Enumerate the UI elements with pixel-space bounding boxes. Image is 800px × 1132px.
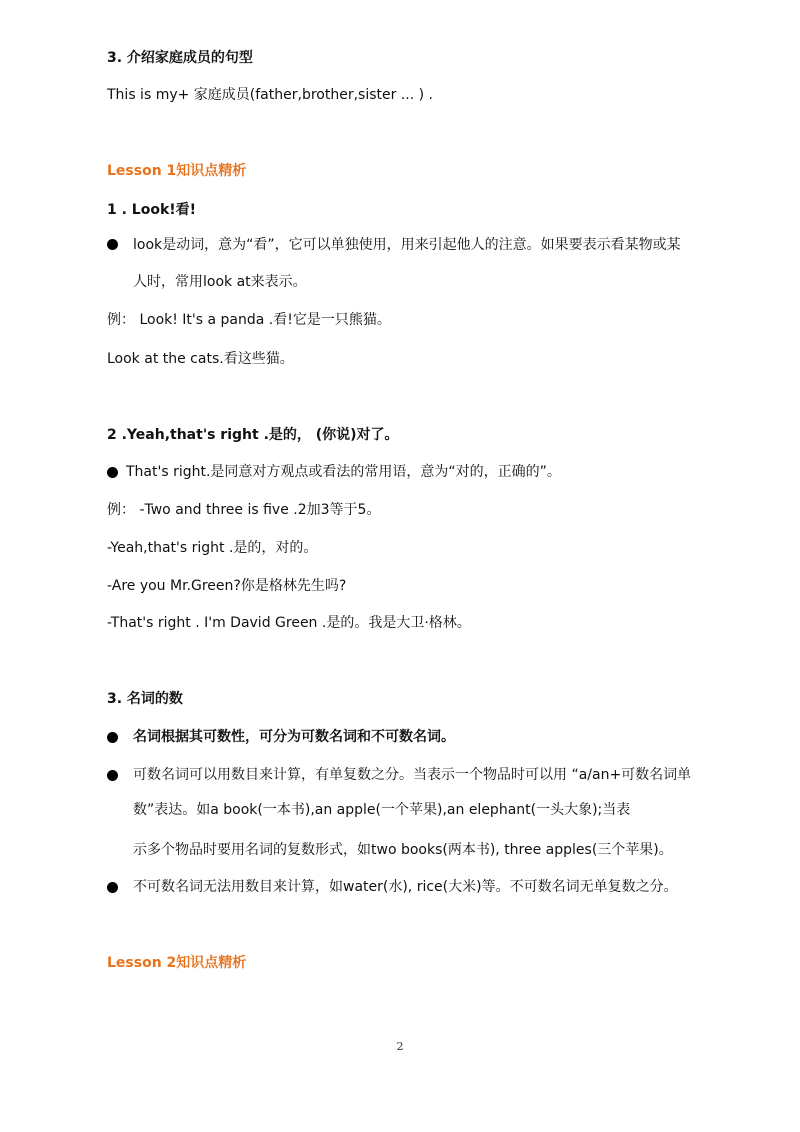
noun-explanation-3: 不可数名词无法用数目来计算，如water(水), rice(大米)等。不可数名词无单复数之分。 <box>133 879 678 895</box>
noun-explanation-2-line-2: 数”表达。如a book(一本书),an apple(一个苹果),an elephant(一头大象);当表 <box>133 802 631 818</box>
look-example-1: 例： Look! It's a panda .看!它是一只熊猫。 <box>107 312 391 328</box>
look-explanation-line-1: look是动词，意为“看”，它可以单独使用，用来引起他人的注意。如果要表示看某物或某 <box>133 237 681 253</box>
noun-explanation-2-line-1: 可数名词可以用数目来计算，有单复数之分。当表示一个物品时可以用 “a/an+可数名词单 <box>133 767 692 783</box>
lesson-1-title: Lesson 1知识点精析 <box>107 163 247 179</box>
yeah-explanation: That's right.是同意对方观点或看法的常用语，意为“对的，正确的”。 <box>126 464 561 480</box>
yeah-example-2: -Yeah,that's right .是的，对的。 <box>107 540 318 556</box>
yeah-heading: 2 .Yeah,that's right .是的， (你说)对了。 <box>107 427 399 443</box>
look-heading: 1 . Look!看! <box>107 202 197 218</box>
yeah-example-3: -Are you Mr.Green?你是格林先生吗? <box>107 578 347 594</box>
family-member-pattern: This is my+ 家庭成员(father,brother,sister ... ) . <box>107 87 433 103</box>
noun-explanation-1: 名词根据其可数性，可分为可数名词和不可数名词。 <box>133 729 455 745</box>
section-heading-family-members: 3. 介绍家庭成员的句型 <box>107 50 253 66</box>
bullet-icon <box>107 882 118 893</box>
look-example-2: Look at the cats.看这些猫。 <box>107 351 294 367</box>
noun-explanation-2-line-3: 示多个物品时要用名词的复数形式，如two books(两本书), three apples(三个苹果)。 <box>133 842 673 858</box>
lesson-2-title: Lesson 2知识点精析 <box>107 955 247 971</box>
yeah-example-1: 例： -Two and three is five .2加3等于5。 <box>107 502 381 518</box>
bullet-icon <box>107 467 118 478</box>
bullet-icon <box>107 239 118 250</box>
yeah-example-4: -That's right . I'm David Green .是的。我是大卫·格林。 <box>107 615 471 631</box>
noun-number-heading: 3. 名词的数 <box>107 691 183 707</box>
bullet-icon <box>107 732 118 743</box>
page-number: 2 <box>396 1040 404 1053</box>
look-explanation-line-2: 人时，常用look at来表示。 <box>133 274 307 290</box>
bullet-icon <box>107 770 118 781</box>
